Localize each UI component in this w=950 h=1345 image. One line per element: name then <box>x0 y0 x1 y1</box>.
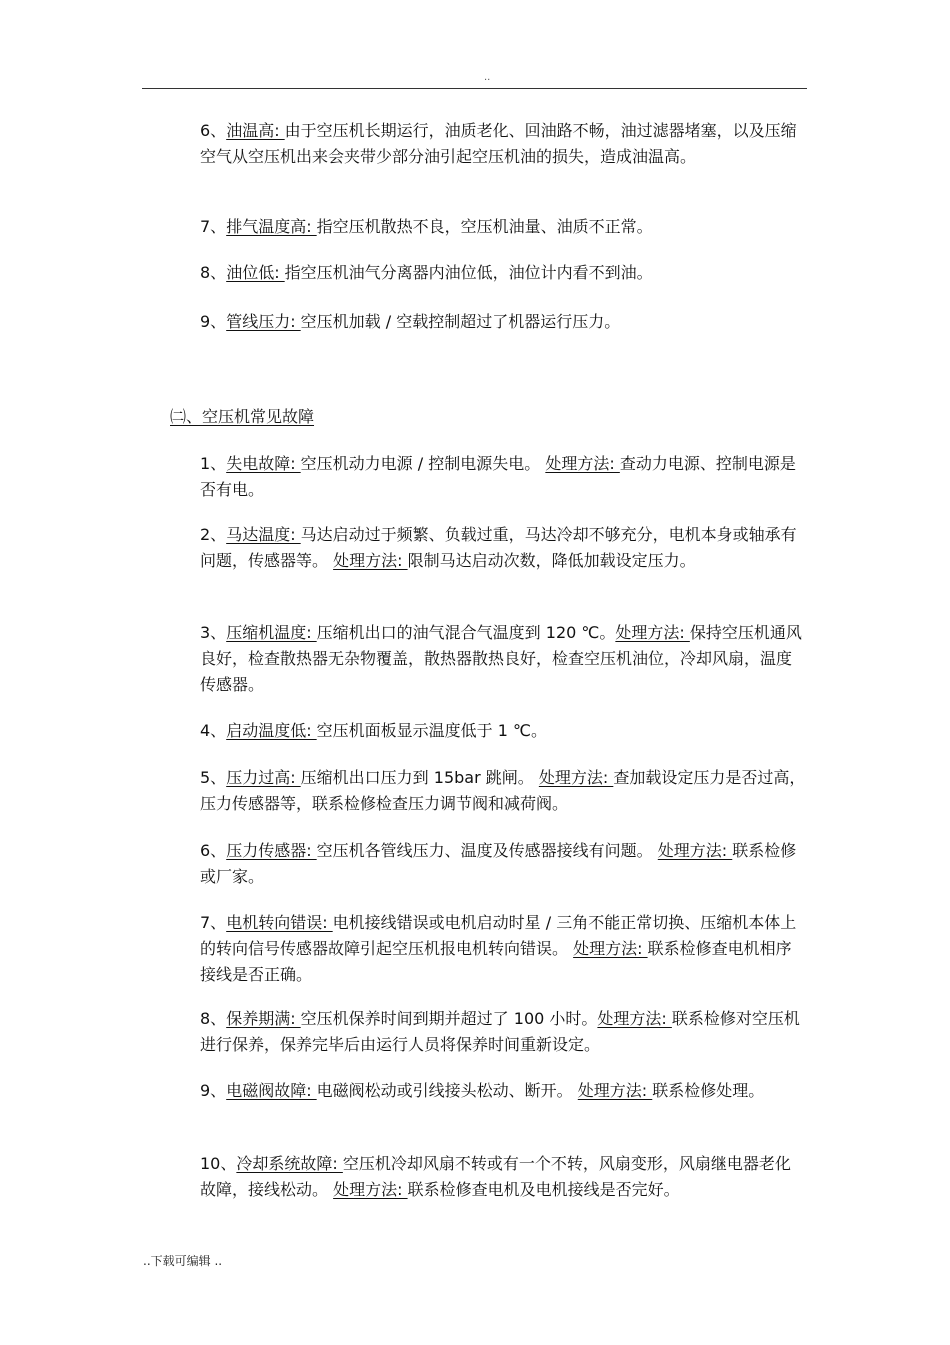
method-label: 处理方法: <box>597 1009 672 1028</box>
item-label: 压缩机温度: <box>226 623 317 642</box>
method-label: 处理方法: <box>545 454 620 473</box>
method-text: 联系检修查电机及电机接线是否完好。 <box>407 1180 680 1199</box>
item-number: 9、 <box>200 1081 227 1100</box>
item-number: 3、 <box>200 623 227 642</box>
list-item <box>200 214 806 240</box>
item-text: 空压机保养时间到期并超过了 100 小时。 <box>300 1009 598 1028</box>
method-label: 处理方法: <box>577 1081 653 1100</box>
list-item <box>200 1078 806 1104</box>
method-text: 联系检修对空压机进行保养，保养完毕后由运行人员将保养时间重新设定。 <box>200 1009 800 1054</box>
list-item <box>200 765 806 817</box>
item-number: 9、 <box>200 312 227 331</box>
item-text: 空压机冷却风扇不转或有一个不转，风扇变形，风扇继电器老化故障，接线松动。 <box>200 1154 791 1199</box>
item-text: 电磁阀松动或引线接头松动、断开。 <box>316 1081 573 1100</box>
item-text: 电机接线错误或电机启动时星 / 三角不能正常切换、压缩机本体上的转向信号传感器故障引起空压机报电机转向错误。 <box>200 913 797 958</box>
item-label: 排气温度高: <box>226 217 317 236</box>
list-item <box>200 838 806 890</box>
method-text: 联系检修处理。 <box>652 1081 765 1100</box>
section-heading: ㈡、空压机常见故障 <box>170 407 315 426</box>
method-text: 联系检修或厂家。 <box>200 841 797 886</box>
item-text: 空压机动力电源 / 控制电源失电。 <box>300 454 541 473</box>
list-item <box>200 260 806 286</box>
item-number: 4、 <box>200 721 227 740</box>
item-text: 指空压机散热不良，空压机油量、油质不正常。 <box>316 217 653 236</box>
method-text: 查动力电源、控制电源是否有电。 <box>200 454 796 499</box>
method-label: 处理方法: <box>333 1180 408 1199</box>
item-label: 马达温度: <box>226 525 301 544</box>
item-text: 指空压机油气分离器内油位低，油位计内看不到油。 <box>284 263 653 282</box>
list-item <box>200 620 806 698</box>
method-text: 限制马达启动次数，降低加载设定压力。 <box>407 551 696 570</box>
header-dots: .. <box>484 72 491 83</box>
method-text: 联系检修查电机相序接线是否正确。 <box>200 939 792 984</box>
item-label: 压力传感器: <box>226 841 317 860</box>
item-label: 冷却系统故障: <box>236 1154 343 1173</box>
method-label: 处理方法: <box>657 841 733 860</box>
list-item <box>200 522 806 574</box>
item-number: 7、 <box>200 913 227 932</box>
item-number: 6、 <box>200 841 227 860</box>
item-number: 10、 <box>200 1154 237 1173</box>
list-item <box>200 451 806 503</box>
list-item <box>200 718 806 744</box>
header-rule <box>142 88 807 89</box>
method-text: 查加载设定压力是否过高，压力传感器等，联系检修检查压力调节阀和减荷阀。 <box>200 768 806 813</box>
item-label: 油温高: <box>226 121 285 140</box>
item-number: 1、 <box>200 454 227 473</box>
item-number: 6、 <box>200 121 227 140</box>
item-label: 启动温度低: <box>226 721 317 740</box>
item-number: 7、 <box>200 217 227 236</box>
method-text: 保持空压机通风良好，检查散热器无杂物覆盖，散热器散热良好，检查空压机油位，冷却风扇，温度传感器。 <box>200 623 802 694</box>
list-item <box>200 910 806 988</box>
list-item <box>200 1006 806 1058</box>
item-label: 管线压力: <box>226 312 301 331</box>
item-number: 8、 <box>200 263 227 282</box>
item-text: 马达启动过于频繁、负载过重，马达冷却不够充分，电机本身或轴承有问题，传感器等。 <box>200 525 797 570</box>
item-label: 压力过高: <box>226 768 301 787</box>
method-label: 处理方法: <box>615 623 690 642</box>
method-label: 处理方法: <box>333 551 408 570</box>
item-text: 由于空压机长期运行，油质老化、回油路不畅，油过滤器堵塞，以及压缩空气从空压机出来会夹带少部分油引起空压机油的损失，造成油温高。 <box>200 121 797 166</box>
item-text: 空压机面板显示温度低于 1 ℃。 <box>316 721 547 740</box>
item-text: 压缩机出口的油气混合气温度到 120 ℃。 <box>316 623 616 642</box>
item-text: 空压机各管线压力、温度及传感器接线有问题。 <box>316 841 653 860</box>
item-text: 压缩机出口压力到 15bar 跳闸。 <box>300 768 534 787</box>
item-label: 保养期满: <box>226 1009 301 1028</box>
item-number: 8、 <box>200 1009 227 1028</box>
item-label: 电机转向错误: <box>226 913 333 932</box>
item-text: 空压机加载 / 空载控制超过了机器运行压力。 <box>300 312 621 331</box>
method-label: 处理方法: <box>538 768 614 787</box>
item-label: 电磁阀故障: <box>226 1081 317 1100</box>
list-item <box>200 118 806 170</box>
footer-note: ..下载可编辑 .. <box>143 1254 223 1268</box>
item-label: 油位低: <box>226 263 285 282</box>
item-number: 2、 <box>200 525 227 544</box>
list-item <box>200 309 806 335</box>
method-label: 处理方法: <box>573 939 648 958</box>
list-item <box>200 1151 806 1203</box>
item-label: 失电故障: <box>226 454 301 473</box>
item-number: 5、 <box>200 768 227 787</box>
